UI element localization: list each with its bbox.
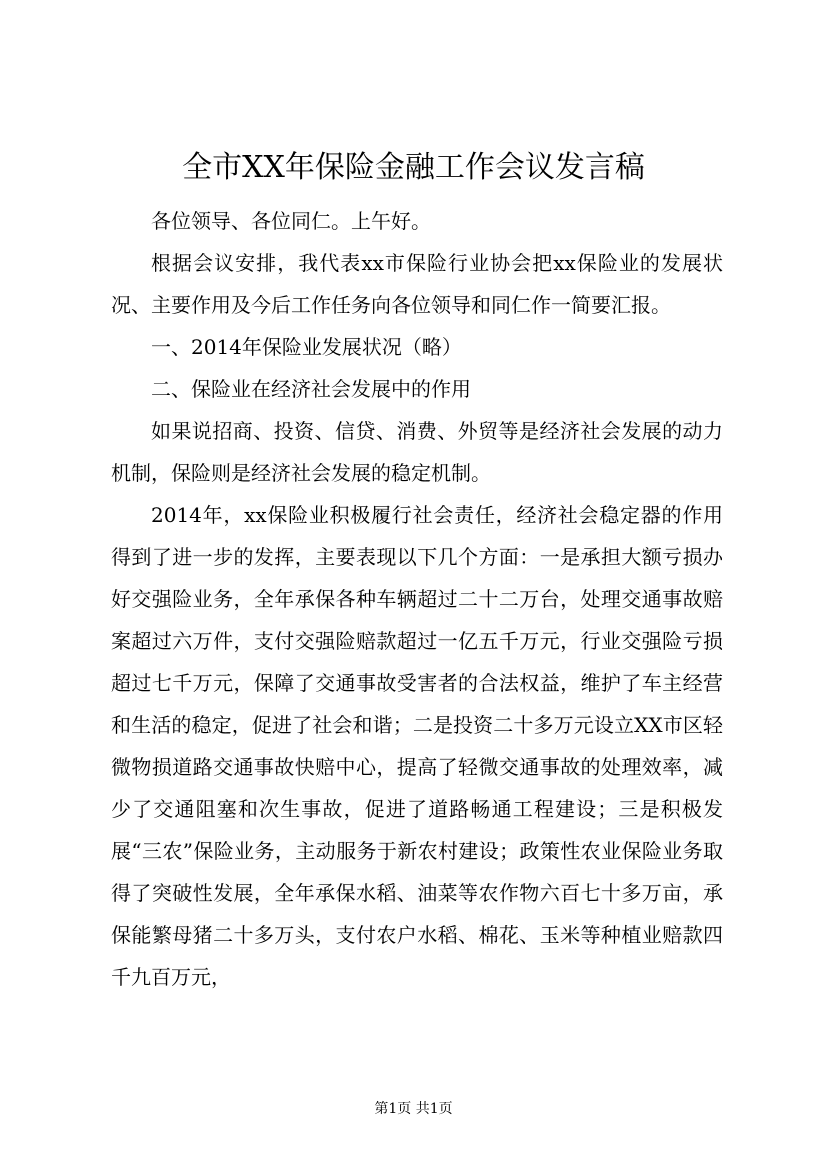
heading-section-1: 一、2014年保险业发展状况（略）: [151, 335, 462, 359]
document-body: [111, 200, 723, 998]
page-footer: [0, 1099, 827, 1119]
paragraph-2014-details: 2014年，xx保险业积极履行社会责任，经济社会稳定器的作用得到了进一步的发挥，主要表现以下几个方面：一是承担大额亏损办好交强险业务，全年承保各种车辆超过二十二万台，处理交通事故赔案超过六万件，支付交强险赔款超过一亿五千万元，行业交强险亏损超过七千万元，保障了交通事故受害者的合法权益，维护了车主经营和生活的稳定，促进了社会和谐；二是投资二十多万元设立XX市区轻微物损道路交通事故快赔中心，提高了轻微交通事故的处理效率，减少了交通阻塞和次生事故，促进了道路畅通工程建设；三是积极发展“三农”保险业务，主动服务于新农村建设；政策性农业保险业务取得了突破性发展，全年承保水稻、油菜等农作物六百七十多万亩，承保能繁母猪二十多万头，支付农户水稻、棉花、玉米等种植业赔款四千九百万元，: [111, 503, 723, 989]
heading-section-2: 二、保险业在经济社会发展中的作用: [151, 377, 471, 401]
paragraph-greeting: 各位领导、各位同仁。上午好。: [151, 209, 431, 233]
page-number: 第1页: [374, 1101, 412, 1117]
page-total: 共1页: [415, 1101, 453, 1117]
paragraph-intro: 根据会议安排，我代表xx市保险行业协会把xx保险业的发展状况、主要作用及今后工作任务向各位领导和同仁作一简要汇报。: [111, 251, 723, 317]
paragraph-mechanism: 如果说招商、投资、信贷、消费、外贸等是经济社会发展的动力机制，保险则是经济社会发展的稳定机制。: [111, 419, 723, 485]
document-title: 全市XX年保险金融工作会议发言稿: [182, 150, 645, 185]
